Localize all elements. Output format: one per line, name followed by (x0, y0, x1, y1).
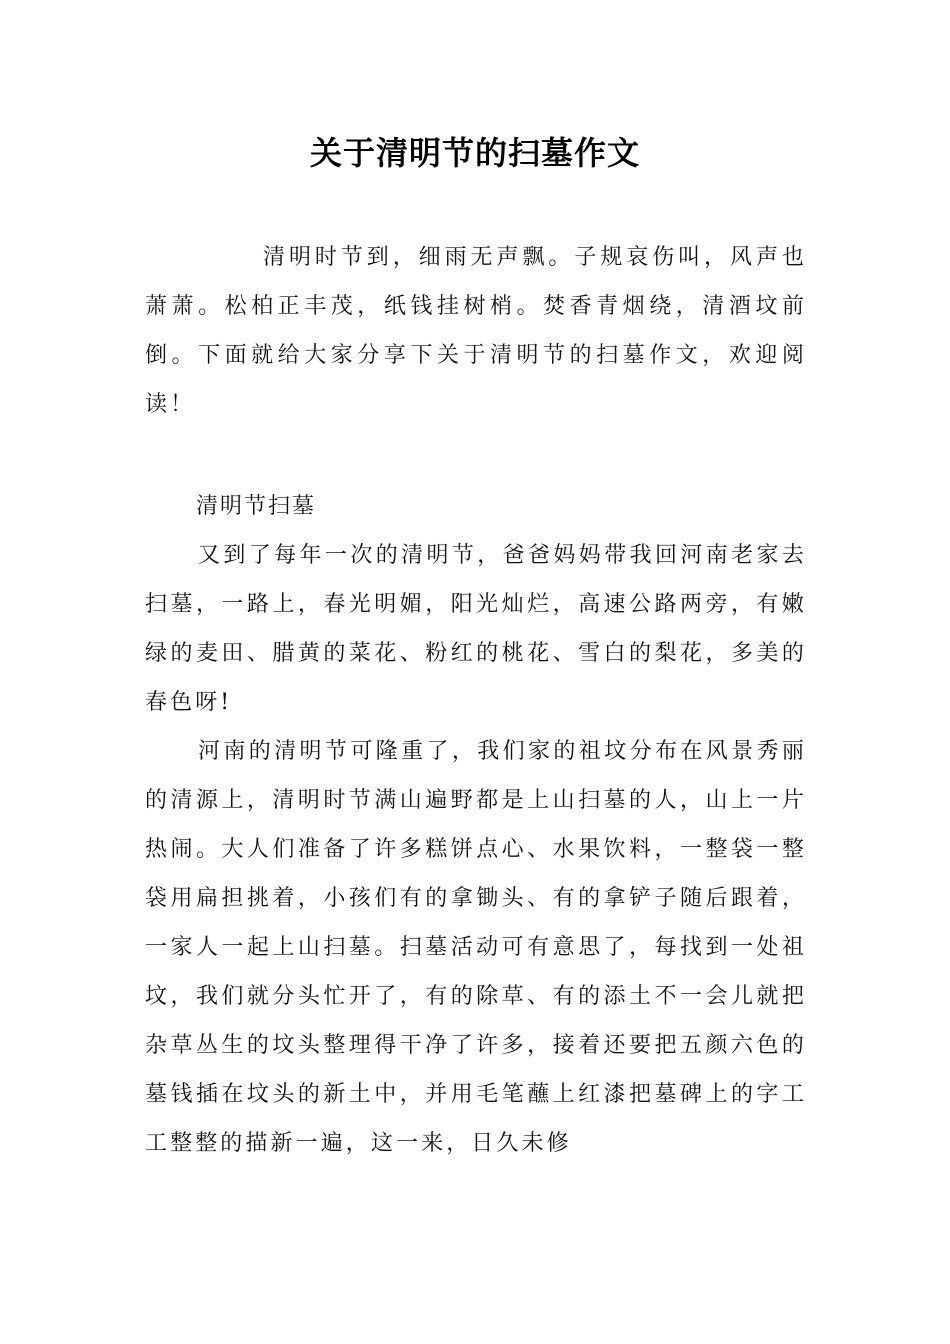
main-body (145, 531, 807, 1168)
intro-block (145, 233, 807, 429)
body-paragraph-2: 河南的清明节可隆重了，我们家的祖坟分布在风景秀丽的清源上，清明时节满山遍野都是上山扫墓的人，山上一片热闹。大人们准备了许多糕饼点心、水果饮料，一整袋一整袋用扁担挑着，小孩们有的拿锄头、有的拿铲子随后跟着，一家人一起上山扫墓。扫墓活动可有意思了，每找到一处祖坟，我们就分头忙开了，有的除草、有的添土不一会儿就把杂草丛生的坟头整理得干净了许多，接着还要把五颜六色的墓钱插在坟头的新土中，并用毛笔蘸上红漆把墓碑上的字工工整整的描新一遍，这一来，日久未修 (145, 739, 807, 1156)
document-title: 关于清明节的扫墓作文 (309, 134, 640, 172)
intro-paragraph: 清明时节到，细雨无声飘。子规哀伤叫，风声也萧萧。松柏正丰茂，纸钱挂树梢。焚香青烟绕，清酒坟前倒。下面就给大家分享下关于清明节的扫墓作文，欢迎阅读！ (145, 245, 807, 417)
body-paragraph-1: 又到了每年一次的清明节，爸爸妈妈带我回河南老家去扫墓，一路上，春光明媚，阳光灿烂，高速公路两旁，有嫩绿的麦田、腊黄的菜花、粉红的桃花、雪白的梨花，多美的春色呀! (145, 543, 807, 715)
section-heading: 清明节扫墓 (196, 494, 317, 519)
